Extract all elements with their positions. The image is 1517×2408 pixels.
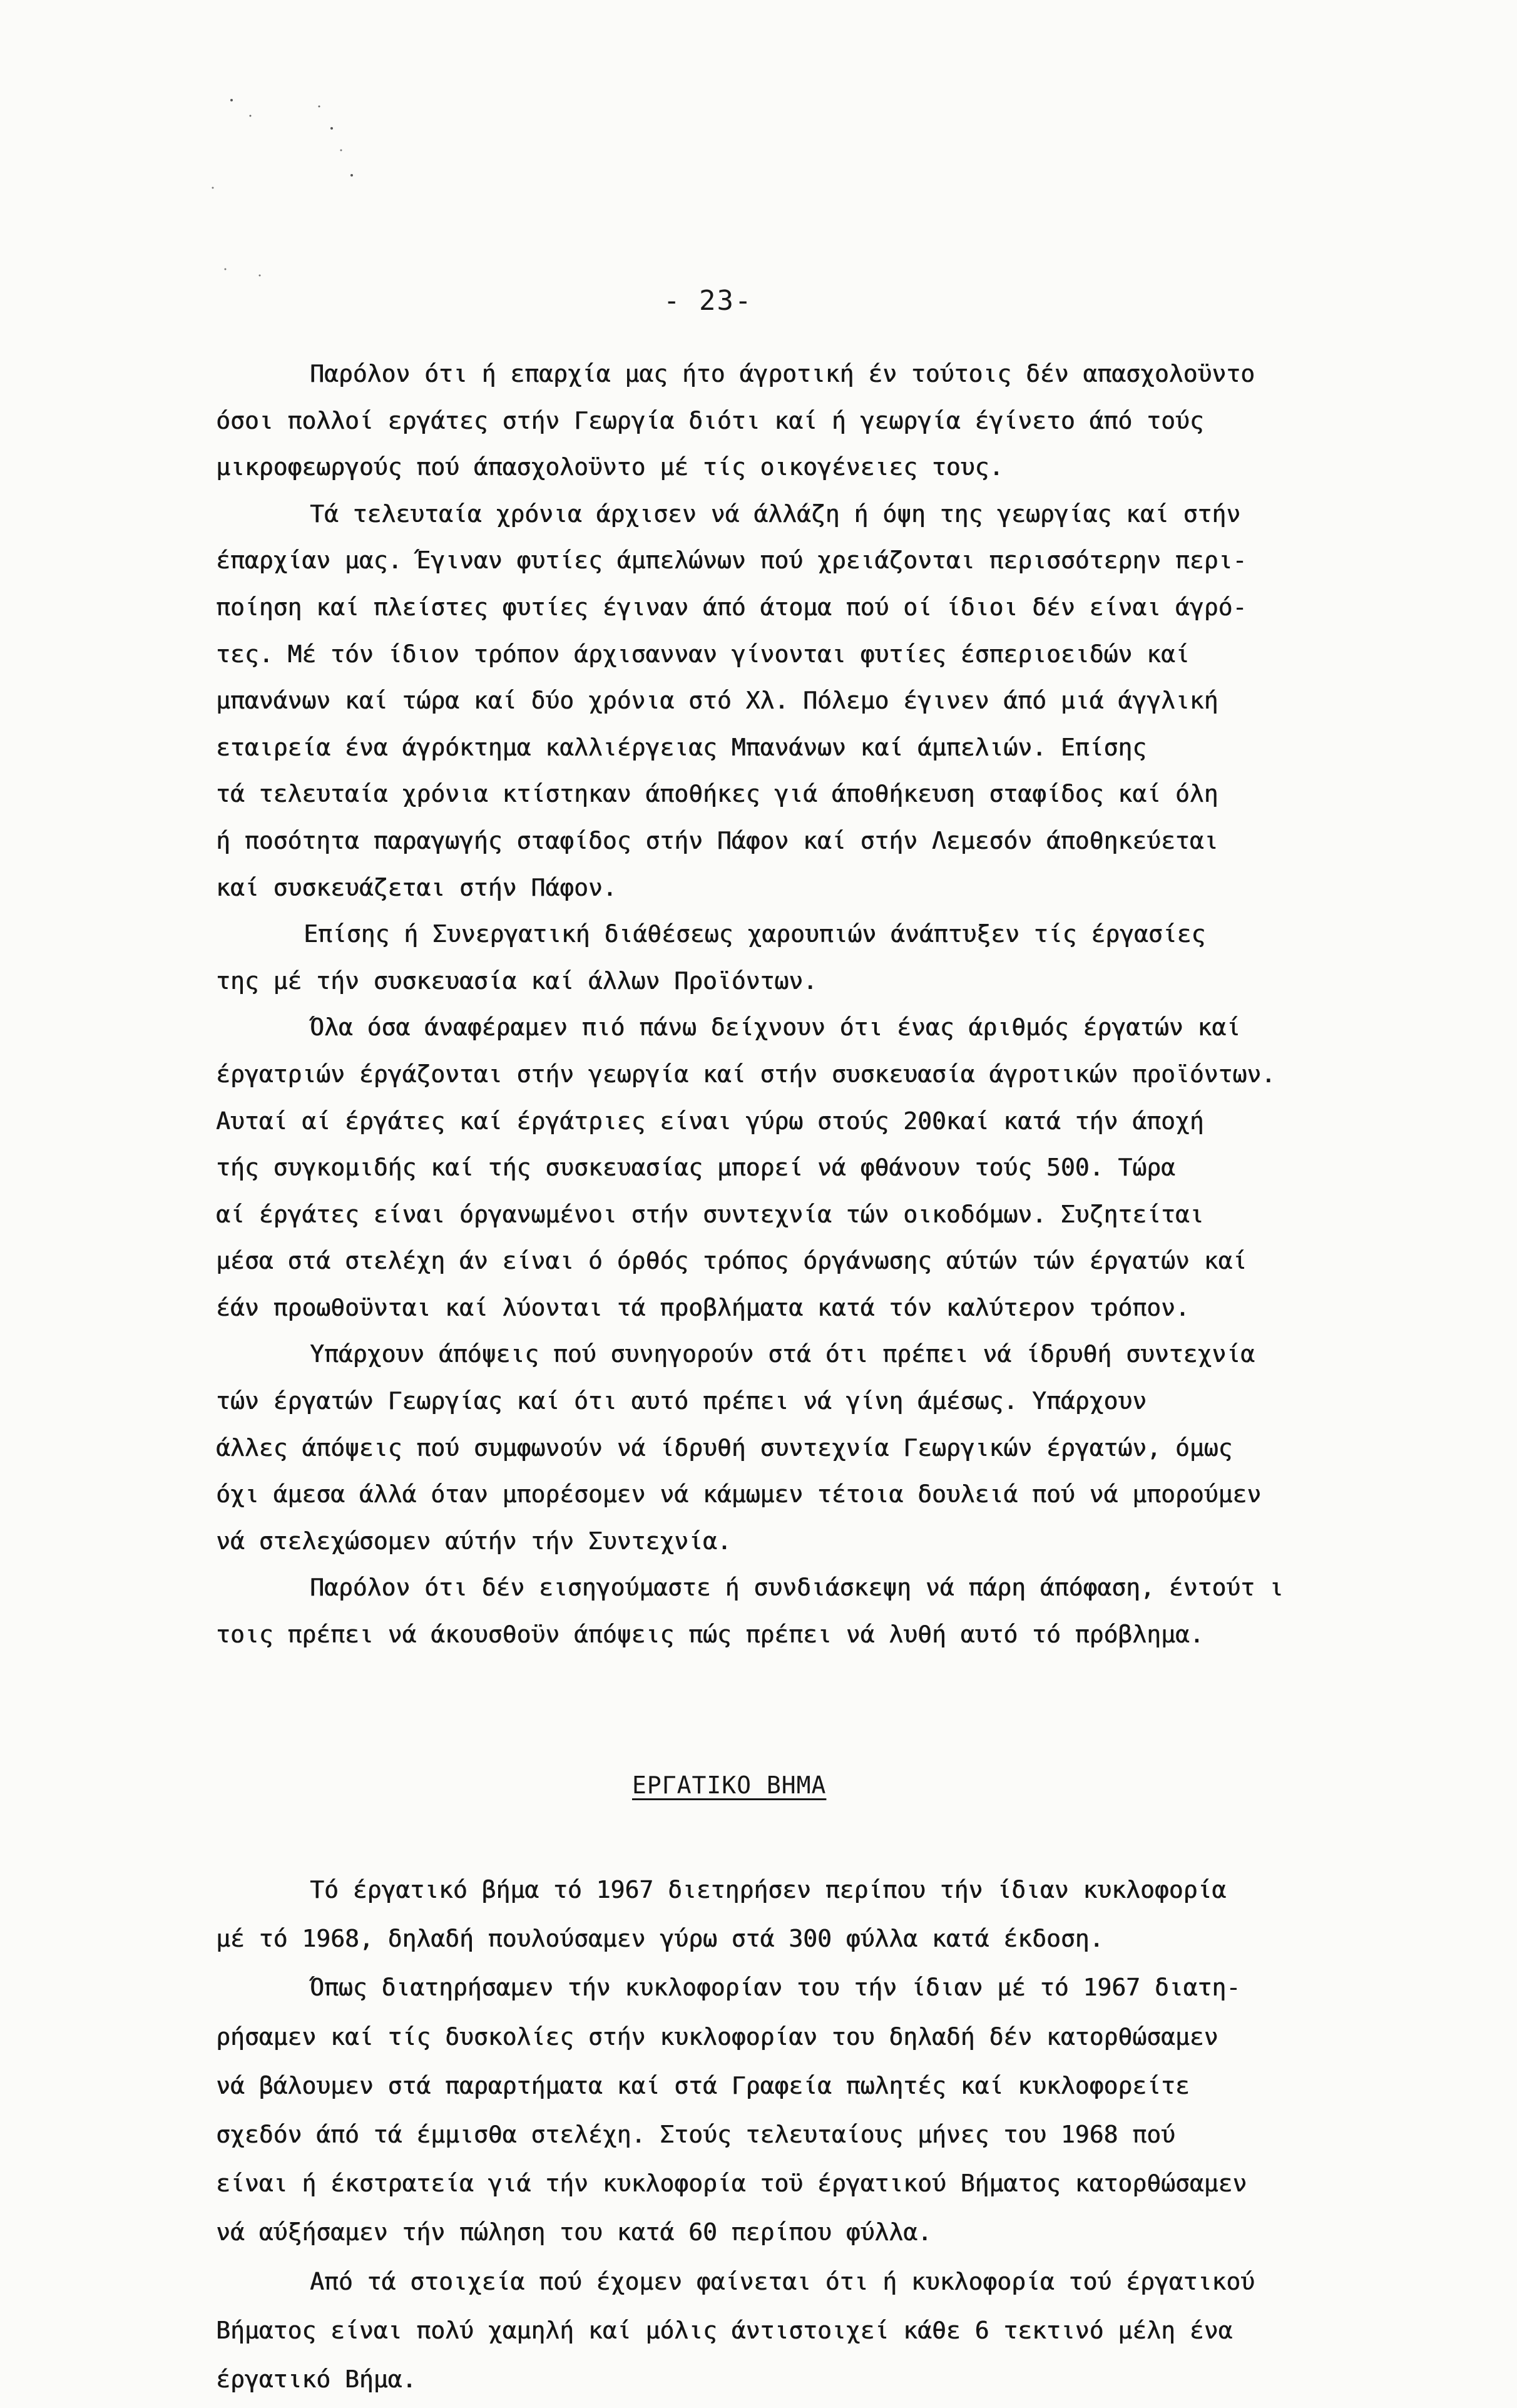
text-line: τοις πρέπει νά άκουσθοϋν άπόψεις πώς πρέπει νά λυθή αυτό τό πρόβλημα. — [216, 1621, 1204, 1649]
text-line: όσοι πολλοί εργάτες στήν Γεωργία διότι καί ή γεωργία έγίνετο άπό τούς — [216, 406, 1204, 434]
text-line: έάν προωθοϋνται καί λύονται τά προβλήματα κατά τόν καλύτερον τρόπον. — [216, 1293, 1190, 1321]
text-line: Τό έργατικό βήμα τό 1967 διετηρήσεν περίπου τήν ίδιαν κυκλοφορία — [310, 1876, 1227, 1903]
text-line: Παρόλον ότι ή επαρχία μας ήτο άγροτική έν τούτοις δέν απασχολοϋντο — [310, 360, 1255, 387]
text-line: τής συγκομιδής καί τής συσκευασίας μπορεί νά φθάνουν τούς 500. Τώρα — [216, 1154, 1175, 1182]
text-line: Από τά στοιχεία πού έχομεν φαίνεται ότι ή κυκλοφορία τού έργατικού — [310, 2267, 1255, 2295]
text-line: ρήσαμεν καί τίς δυσκολίες στήν κυκλοφορίαν του δηλαδή δέν κατορθώσαμεν — [216, 2022, 1218, 2051]
text-line: μέ τό 1968, δηλαδή πουλούσαμεν γύρω στά 300 φύλλα κατά έκδοση. — [216, 1925, 1104, 1953]
section-heading: ΕΡΓΑΤΙΚΟ ΒΗΜΑ — [632, 1771, 827, 1799]
main-text-top — [216, 351, 1480, 1658]
text-line: Αυταί αί έργάτες καί έργάτριες είναι γύρω στούς 200καί κατά τήν άποχή — [216, 1107, 1204, 1135]
text-line: Όπως διατηρήσαμεν τήν κυκλοφορίαν του τήν ίδιαν μέ τό 1967 διατη- — [310, 1974, 1241, 2002]
text-line: μέσα στά στελέχη άν είναι ό όρθός τρόπος όργάνωσης αύτών τών έργατών καί — [216, 1247, 1247, 1275]
text-line: είναι ή έκστρατεία γιά τήν κυκλοφορία τοϋ έργατικού Βήματος κατορθώσαμεν — [216, 2170, 1247, 2198]
text-line: τες. Μέ τόν ίδιον τρόπον άρχισανναν γίνονται φυτίες έσπεριοειδών καί — [216, 640, 1190, 668]
text-line: τά τελευταία χρόνια κτίστηκαν άποθήκες γιά άποθήκευση σταφίδος καί όλη — [216, 780, 1218, 808]
text-line: εταιρεία ένα άγρόκτημα καλλιέργειας Μπανάνων καί άμπελιών. Επίσης — [216, 733, 1147, 761]
page-number: - 23- — [663, 285, 753, 317]
main-text-bottom — [216, 1865, 1480, 2404]
text-line: σχεδόν άπό τά έμμισθα στελέχη. Στούς τελευταίους μήνες του 1968 πού — [216, 2120, 1175, 2148]
text-line: νά βάλουμεν στά παραρτήματα καί στά Γραφεία πωλητές καί κυκλοφορείτε — [216, 2071, 1190, 2099]
text-line: όχι άμεσα άλλά όταν μπορέσομεν νά κάμωμεν τέτοια δουλειά πού νά μπορούμεν — [216, 1480, 1262, 1509]
text-line: νά στελεχώσομεν αύτήν τήν Συντεχνία. — [216, 1527, 732, 1555]
text-line: έργατικό Βήμα. — [216, 2365, 417, 2393]
text-line: αί έργάτες είναι όργανωμένοι στήν συντεχνία τών οικοδόμων. Συζητείται — [216, 1200, 1204, 1228]
text-line: ή ποσότητα παραγωγής σταφίδος στήν Πάφον καί στήν Λεμεσόν άποθηκεύεται — [216, 826, 1218, 854]
text-line: Όλα όσα άναφέραμεν πιό πάνω δείχνουν ότι ένας άριθμός έργατών καί — [310, 1013, 1241, 1042]
text-line: Παρόλον ότι δέν εισηγούμαστε ή συνδιάσκεψη νά πάρη άπόφαση, έντούτ ι — [310, 1574, 1284, 1602]
text-line: νά αύξήσαμεν τήν πώληση του κατά 60 περίπου φύλλα. — [216, 2218, 932, 2247]
text-line: Επίσης ή Συνεργατική διάθέσεως χαρουπιών άνάπτυξεν τίς έργασίες — [304, 920, 1206, 948]
text-line: καί συσκευάζεται στήν Πάφον. — [216, 873, 617, 901]
text-line: της μέ τήν συσκευασία καί άλλων Προϊόντων. — [216, 966, 817, 995]
text-line: ποίηση καί πλείστες φυτίες έγιναν άπό άτομα πού οί ίδιοι δέν είναι άγρό- — [216, 593, 1247, 621]
text-line: μικροφεωργούς πού άπασχολοϋντο μέ τίς οικογένειες τους. — [216, 453, 1004, 481]
text-line: Βήματος είναι πολύ χαμηλή καί μόλις άντιστοιχεί κάθε 6 τεκτινό μέλη ένα — [216, 2316, 1233, 2344]
text-line: έργατριών έργάζονται στήν γεωργία καί στήν συσκευασία άγροτικών προϊόντων. — [216, 1060, 1275, 1088]
text-line: έπαρχίαν μας. Έγιναν φυτίες άμπελώνων πού χρειάζονται περισσότερην περι- — [216, 546, 1247, 575]
scan-speckle-marks — [207, 81, 369, 319]
text-line: Υπάρχουν άπόψεις πού συνηγορούν στά ότι πρέπει νά ίδρυθή συντεχνία — [310, 1340, 1255, 1368]
text-line: άλλες άπόψεις πού συμφωνούν νά ίδρυθή συντεχνία Γεωργικών έργατών, όμως — [216, 1433, 1233, 1462]
text-line: μπανάνων καί τώρα καί δύο χρόνια στό Χλ. Πόλεμο έγινεν άπό μιά άγγλική — [216, 687, 1218, 715]
text-line: Τά τελευταία χρόνια άρχισεν νά άλλάζη ή όψη της γεωργίας καί στήν — [310, 500, 1241, 528]
text-line: τών έργατών Γεωργίας καί ότι αυτό πρέπει νά γίνη άμέσως. Υπάρχουν — [216, 1387, 1147, 1415]
